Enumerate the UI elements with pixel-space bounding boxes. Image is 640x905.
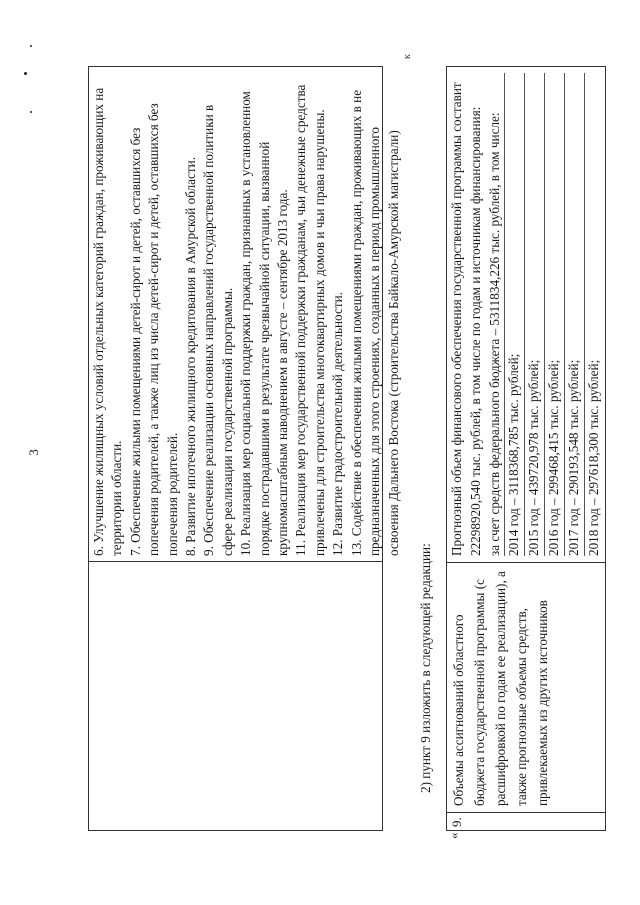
row-number: 9. — [447, 812, 605, 830]
federal-budget-line: за счет средств федерального бюджета – 5311834,226 тыс. рублей, в том числе: — [486, 112, 502, 556]
task-item-8: 8. Развитие ипотечного жилищного кредитования в Амурской области. — [183, 156, 199, 556]
task-item-11: 11. Реализация мер государственной поддержки гражданам, чьи денежные средства привлечены для строительства многоквартирных домов и чьи права нарушены. — [293, 84, 327, 556]
year-line-2015: 2015 год – 439720,978 тыс. рублей; — [524, 73, 544, 556]
opening-quote-mark: « — [446, 832, 461, 839]
year-line-2014: 2014 год – 3118368,785 тыс. рублей; — [504, 73, 524, 556]
margin-mark: к — [402, 54, 413, 59]
task-item-10: 10. Реализация мер социальной поддержки граждан, признанных в установленном порядке пострадавшими в результате чрезвычайной ситуации, вызванной крупномасштабным наводнением в августе – сентябре 2013 года. — [238, 91, 291, 556]
year-line-2017: 2017 год – 290193,548 тыс. рублей; — [564, 73, 584, 556]
table-left-column — [89, 561, 382, 830]
year-line-2016: 2016 год – 299468,415 тыс. рублей; — [544, 73, 564, 556]
amendment-instruction: 2) пункт 9 изложить в следующей редакции: — [418, 543, 433, 793]
task-item-9: 9. Обеспечение реализации основных направлений государственной политики в сфере реализации государственной программы. — [201, 104, 235, 556]
scan-speck — [30, 45, 32, 47]
scan-speck — [24, 72, 27, 75]
page-number: 3 — [26, 449, 41, 456]
task-item-7: 7. Обеспечение жилыми помещениями детей-сирот и детей, оставшихся без попечения родителей, а также лиц из числа детей-сирот и детей, оставшихся без попечения родителей. — [127, 103, 180, 556]
table-right-column — [89, 67, 401, 562]
year-line-2018: 2018 год – 297618,300 тыс. рублей; — [584, 73, 604, 556]
row-name: Объемы ассигнований областного бюджета государственной программы (с расшифровкой по годам ее реализации), а также прогнозные объемы средств, привлекаемых из других источников — [447, 562, 605, 812]
financing-intro: Прогнозный объем финансового обеспечения государственной программы составит 22298920,540 тыс. рублей, в том числе по годам и источникам финансирования: — [449, 82, 483, 556]
row-value — [447, 67, 605, 562]
task-item-13: 13. Содействие в обеспечении жилыми помещениями граждан, проживающих в не предназначенных для этого строениях, созданных в период промышленного освоения Дальнего Востока (строительства Байкало-Амурской магистрали) — [348, 89, 401, 556]
scan-speck — [30, 111, 32, 113]
financing-table — [446, 66, 606, 831]
program-tasks-table — [88, 66, 401, 831]
task-item-12: 12. Развитие градостроительной деятельности. — [330, 292, 346, 556]
task-item-6: 6. Улучшение жилищных условий отдельных категорий граждан, проживающих на территории области. — [91, 87, 125, 556]
